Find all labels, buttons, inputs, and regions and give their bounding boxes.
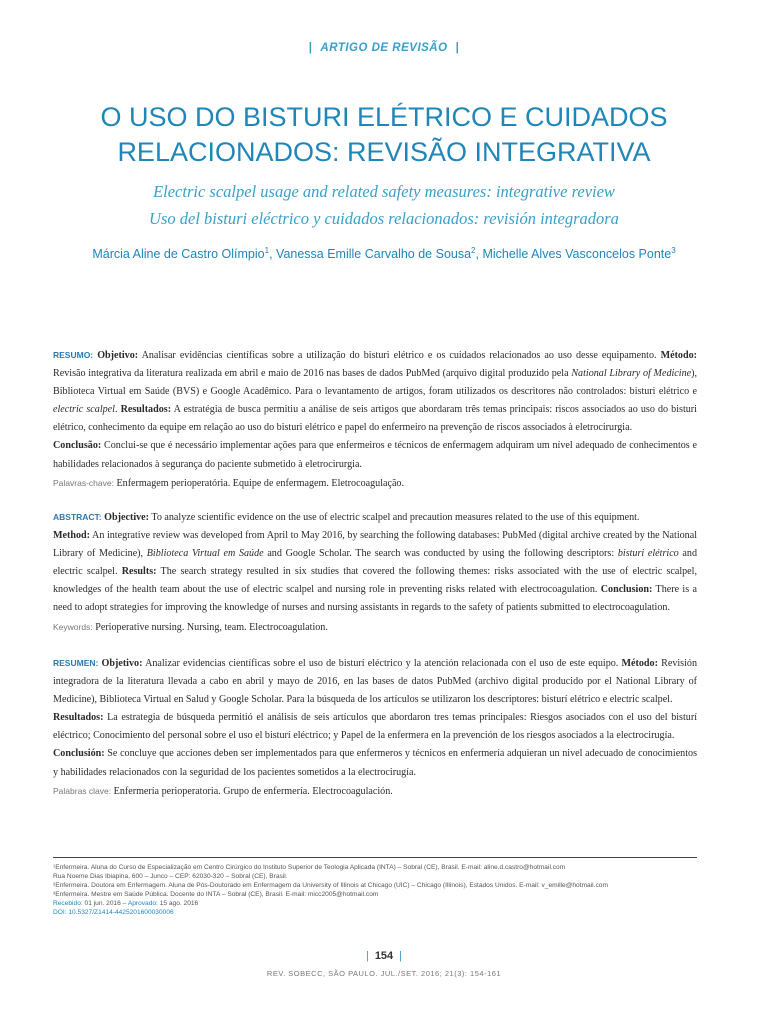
- keywords-label: Palavras-chave:: [53, 477, 114, 488]
- method-italic-term: electric scalpel: [53, 404, 115, 416]
- footnote-2: ²Enfermeira. Doutora em Enfermagem. Aluna de Pós-Doutorado em Enfermagem da University of Illinois at Chicago (UIC) – Chicago (Illinois), Estados Unidos. E-mail: v_emille@hotmail.com: [53, 881, 608, 889]
- results-text: La estrategia de búsqueda permitió el análisis de seis artículos que abordaron tres temas principales: Riesgos asociados con el uso del bisturí eléctrico; Conocimiento del personal sobre el uso el bisturí eléctrico; y Papel de la enfermera en la prevención de los riesgos asociados a la electrocirugía.: [53, 712, 697, 742]
- abstract-english: [53, 508, 697, 637]
- approved-label: Aprovado:: [127, 899, 158, 907]
- objective-text: Analisar evidências científicas sobre a utilização do bisturi elétrico e os cuidados relacionados ao uso desse equipamento.: [138, 350, 661, 361]
- objective-text: Analizar evidencias científicas sobre el uso de bisturí eléctrico y la atención relacionada con el uso de este equipo.: [142, 658, 622, 669]
- method-text: Revisión integradora de la literatura llevada a cabo en abril y mayo de 2016, en las bases de datos PubMed (archivo digital producido por el National Library of Medicine), Biblioteca Virtual en Salud y Google Scholar. Para la búsqueda de los artículos se utilizaron los descriptores: bisturí elétrico e electric scalpel.: [53, 658, 697, 706]
- submission-dates: [53, 900, 697, 909]
- footnote-3: ³Enfermeira. Mestre em Saúde Pública. Docente do INTA – Sobral (CE), Brasil. E-mail: micc2005@hotmail.com: [53, 890, 379, 898]
- conclusion-text: Conclui-se que é necessário implementar ações para que enfermeiros e técnicos de enfermagem adquiram um nível adequado de conhecimentos e habilidades relacionados à segurança do paciente submetido à eletrocirurgia.: [53, 440, 697, 470]
- title-line-1: O USO DO BISTURI ELÉTRICO E CUIDADOS: [100, 102, 668, 132]
- author-separator: ,: [269, 247, 277, 262]
- method-label: Método:: [621, 658, 658, 669]
- footnotes: [53, 864, 697, 917]
- method-label: Method:: [53, 530, 91, 542]
- method-text: Revisão integrativa da literatura realizada em abril e maio de 2016 nas bases de dados PubMed (arquivo digital produzido pela: [53, 368, 572, 380]
- abstract-label: ABSTRACT:: [53, 512, 102, 522]
- approved-date: 15 ago. 2016: [157, 899, 199, 907]
- conclusion-label: Conclusão:: [53, 440, 102, 452]
- results-label: Resultados:: [53, 712, 104, 724]
- author-list: [40, 246, 728, 261]
- doi-link[interactable]: 10.5327/Z1414-4425201600030006: [66, 908, 174, 916]
- results-label: Resultados:: [120, 404, 172, 416]
- footnote-1: ¹Enfermeira. Aluna do Curso de Especialização em Centro Cirúrgico do Instituto Superior de Teologia Aplicada (INTA) – Sobral (CE), Brasil. E-mail: aline.d.castro@hotmail.com: [53, 864, 566, 871]
- keywords-text: Enfermagem perioperatória. Equipe de enfermagem. Eletrocoagulação.: [113, 477, 405, 489]
- method-text: and Google Scholar. The search was conducted by using the following descriptors:: [263, 548, 618, 560]
- results-label: Results:: [121, 566, 157, 578]
- conclusion-text: There is a need to adopt strategies for improving the knowledge of nurses and nursing assistants in regards to the safety of patients submitted to electrocoagulation.: [53, 584, 697, 614]
- abstract-label: RESUMEN:: [53, 658, 99, 668]
- footnote-divider: [53, 857, 697, 858]
- article-title: [40, 100, 728, 170]
- keywords-label: Keywords:: [53, 621, 93, 632]
- doi-label: DOI:: [53, 908, 67, 916]
- author-affiliation-marker: 3: [671, 246, 676, 255]
- author-name: Michelle Alves Vasconcelos Ponte: [482, 247, 672, 262]
- subtitle-english: Electric scalpel usage and related safety measures: integrative review: [153, 182, 615, 201]
- title-line-2: RELACIONADOS: REVISÃO INTEGRATIVA: [117, 137, 651, 167]
- method-text: ), Biblioteca Virtual em Saúde (BVS) e Google Acadêmico. Para o levantamento de artigos, foram utilizados os descritores não controlados: bisturi elétrico e: [53, 368, 697, 398]
- keywords-text: Enfermería perioperatoria. Grupo de enfermería. Electrocoagulación.: [111, 785, 393, 797]
- section-tag: | ARTIGO DE REVISÃO |: [308, 42, 460, 54]
- objective-label: Objetivo:: [101, 658, 143, 669]
- objective-label: Objective:: [104, 512, 150, 523]
- received-label: Recebido:: [53, 899, 83, 907]
- received-date: 01 jun. 2016 –: [82, 899, 128, 907]
- author-affiliation-marker: 2: [471, 246, 476, 255]
- conclusion-text: Se concluye que acciones deben ser implementados para que enfermeros y técnicos en enfermería adquieran un nivel adecuado de conocimientos y habilidades relacionados con la seguridad de los pacientes sometidos a la electrocirugía.: [53, 748, 697, 778]
- section-tag-text: ARTIGO DE REVISÃO: [320, 42, 448, 54]
- method-text: An integrative review was developed from April to May 2016, by searching the following databases: PubMed (digital archive created by the National Library of Medicine),: [53, 530, 697, 560]
- doi-line[interactable]: [53, 909, 697, 918]
- objective-text: To analyze scientific evidence on the use of electric scalpel and precaution measures related to the use of this equipment.: [149, 512, 640, 523]
- results-text: A estratégia de busca permitiu a análise de seis artigos que abordaram três temas principais: riscos associados ao uso do bisturi elétrico, conhecimento da equipe em relação ao uso do bisturi elétrico e papel do enfermeiro na prevenção de riscos associados à eletrocirurgia.: [53, 404, 697, 434]
- abstract-portuguese: [53, 346, 697, 493]
- method-italic-term: Biblioteca Virtual em Saúde: [146, 548, 264, 560]
- author-separator: ,: [475, 247, 483, 262]
- subtitle-spanish: Uso del bisturi eléctrico y cuidados relacionados: revisión integradora: [149, 209, 619, 228]
- objective-label: Objetivo:: [97, 350, 139, 361]
- method-italic-term: National Library of Medicine: [571, 368, 692, 380]
- author-name: Vanessa Emille Carvalho de Sousa: [276, 247, 472, 262]
- conclusion-label: Conclusión:: [53, 748, 105, 760]
- method-text: .: [114, 404, 121, 416]
- page-number: | 154 |: [365, 950, 403, 962]
- journal-citation: REV. SOBECC, SÃO PAULO. JUL./SET. 2016; 21(3): 154-161: [266, 969, 502, 978]
- author-affiliation-marker: 1: [264, 246, 270, 255]
- abstract-spanish: [53, 654, 697, 801]
- method-text: and electric scalpel.: [53, 548, 698, 578]
- author-name: Márcia Aline de Castro Olímpio: [92, 247, 265, 262]
- footnote-1-address: Rua Noeme Dias Ibiapina, 600 – Junco – CEP: 62030-320 – Sobral (CE), Brasil.: [53, 872, 288, 880]
- method-italic-term: bisturi elétrico: [617, 548, 679, 560]
- page-number-value: 154: [374, 950, 394, 962]
- results-text: The search strategy resulted in six studies that covered the following themes: risks associated with the use of electric scalpel, knowledges of the health team about the use of electric scalpel and nursing role in preventing risks related with electrocoagulation.: [53, 566, 697, 596]
- abstract-label: RESUMO:: [53, 350, 94, 360]
- keywords-label: Palabras clave:: [53, 785, 112, 796]
- conclusion-label: Conclusion:: [600, 584, 653, 596]
- keywords-text: Perioperative nursing. Nursing, team. Electrocoagulation.: [92, 621, 328, 633]
- method-label: Método:: [660, 350, 697, 361]
